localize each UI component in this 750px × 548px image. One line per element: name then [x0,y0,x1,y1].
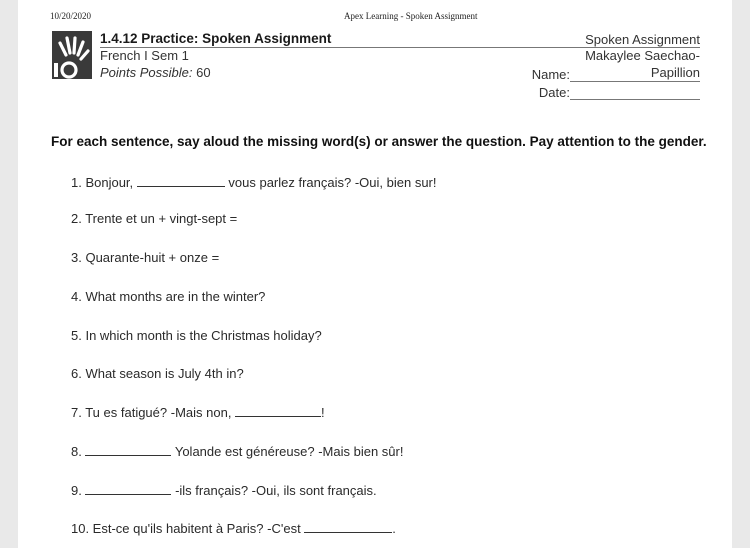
question-2: 2. Trente et un + vingt-sept = [71,211,238,226]
question-9: 9. -ils français? -Oui, ils sont français. [71,483,377,498]
question-6: 6. What season is July 4th in? [71,366,244,381]
date-field [539,83,700,100]
name-label: Name: [531,67,570,82]
question-10: 10. Est-ce qu'ils habitent à Paris? -C'est . [71,521,396,536]
assignment-title: 1.4.12 Practice: Spoken Assignment [100,31,332,46]
points-label: Points Possible: [100,65,193,80]
points-value: 60 [196,65,211,80]
document-page [18,0,732,548]
answer-blank [137,174,225,187]
question-4: 4. What months are in the winter? [71,289,266,304]
name-value: Papillion [570,65,700,82]
print-date: 10/20/2020 [50,11,92,21]
question-5: 5. In which month is the Christmas holiday? [71,328,322,343]
apex-learning-logo-icon [52,31,92,79]
answer-blank [235,404,321,417]
student-name-line1: Makaylee Saechao- [585,48,700,63]
question-7: 7. Tu es fatigué? -Mais non, ! [71,405,325,420]
answer-blank [85,482,171,495]
date-label: Date: [538,85,570,100]
answer-blank [85,443,171,456]
instructions: For each sentence, say aloud the missing word(s) or answer the question. Pay attention to the gender. [51,134,707,149]
assignment-type: Spoken Assignment [585,32,700,47]
date-value [570,83,700,100]
question-1: 1. Bonjour, vous parlez français? -Oui, bien sur! [71,175,437,190]
name-field [532,65,700,82]
course-name: French I Sem 1 [100,48,189,63]
print-title: Apex Learning - Spoken Assignment [344,11,478,21]
points-possible [100,64,500,81]
question-8: 8. Yolande est généreuse? -Mais bien sûr! [71,444,404,459]
answer-blank [304,520,392,533]
question-3: 3. Quarante-huit + onze = [71,250,220,265]
